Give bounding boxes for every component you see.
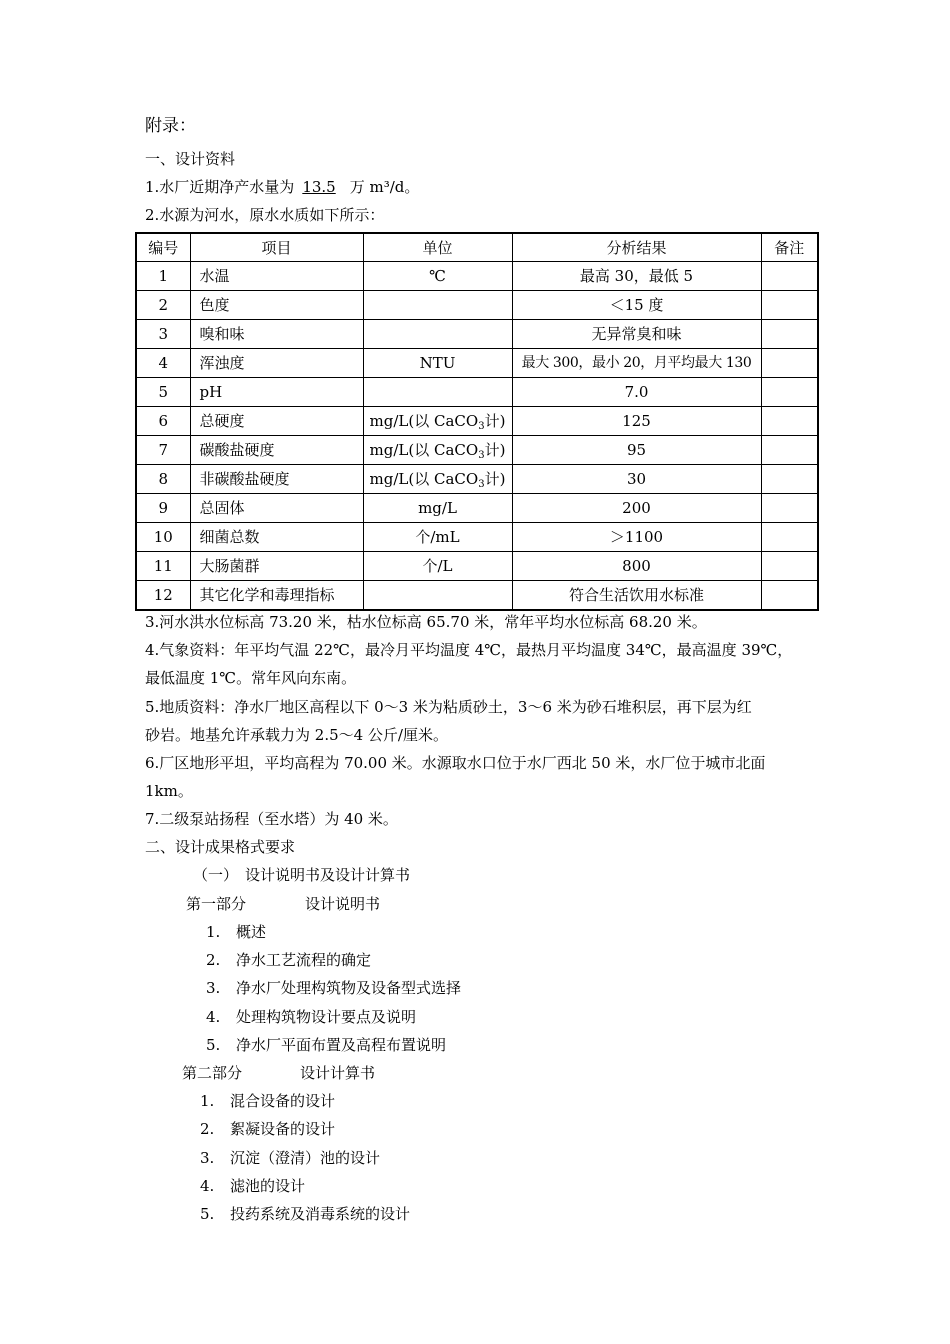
row-note (761, 494, 818, 523)
part2-item-no: 5. (200, 1205, 215, 1223)
row-no: 10 (136, 523, 190, 552)
table-row (136, 465, 818, 494)
part1-item-no: 1. (206, 923, 221, 941)
part1-item-no: 4. (206, 1008, 221, 1026)
row-no: 2 (136, 291, 190, 320)
row-note (761, 407, 818, 436)
item4-line1: 4.气象资料：年平均气温 22℃，最冷月平均温度 4℃，最热月平均温度 34℃，最高温度 39℃， (145, 641, 793, 659)
row-item: 细菌总数 (190, 523, 363, 552)
row-no: 9 (136, 494, 190, 523)
part1-item-text: 净水厂处理构筑物及设备型式选择 (236, 979, 462, 997)
row-result: 30 (512, 465, 761, 494)
header-result: 分析结果 (512, 233, 761, 262)
item6-line1: 6.厂区地形平坦，平均高程为 70.00 米。水源取水口位于水厂西北 50 米，水厂位于城市北面 (145, 754, 766, 772)
part2-title: 设计计算书 (300, 1064, 376, 1082)
table-row (136, 291, 818, 320)
part2-item-text: 混合设备的设计 (230, 1092, 336, 1110)
table-row (136, 320, 818, 349)
table-row (136, 262, 818, 291)
row-note (761, 436, 818, 465)
row-note (761, 523, 818, 552)
header-no: 编号 (136, 233, 190, 262)
part1-item-text: 净水工艺流程的确定 (236, 951, 372, 969)
row-unit (363, 291, 512, 320)
item5-line1: 5.地质资料：净水厂地区高程以下 0～3 米为粘质砂土，3～6 米为砂石堆积层，再下层为红 (145, 698, 752, 716)
item1-line (145, 178, 419, 196)
row-unit (363, 465, 512, 494)
item1-prefix: 1.水厂近期净产水量为 (145, 178, 295, 196)
table-header-row (136, 233, 818, 262)
row-note (761, 320, 818, 349)
row-result: ＜15 度 (512, 291, 761, 320)
appendix-heading: 附录： (145, 116, 196, 136)
water-quality-table (135, 232, 819, 611)
table-row (136, 436, 818, 465)
row-result: 7.0 (512, 378, 761, 407)
row-result: 95 (512, 436, 761, 465)
part2-item-text: 滤池的设计 (230, 1177, 306, 1195)
part1-label: 第一部分 (186, 895, 247, 913)
row-item: 水温 (190, 262, 363, 291)
row-unit (363, 378, 512, 407)
table-row (136, 494, 818, 523)
row-result: 最大 300，最小 20，月平均最大 130 (512, 349, 761, 378)
row-unit: ℃ (363, 262, 512, 291)
item3-line: 3.河水洪水位标高 73.20 米，枯水位标高 65.70 米，常年平均水位标高 68.20 米。 (145, 613, 707, 631)
row-note (761, 465, 818, 494)
row-no: 5 (136, 378, 190, 407)
row-note (761, 552, 818, 581)
part1-item-text: 概述 (236, 923, 267, 941)
row-item: 浑浊度 (190, 349, 363, 378)
table-row (136, 407, 818, 436)
part2-item-no: 4. (200, 1177, 215, 1195)
unit-subscript: 3 (478, 421, 485, 432)
part1-item-text: 净水厂平面布置及高程布置说明 (236, 1036, 447, 1054)
row-unit: mg/L (363, 494, 512, 523)
row-no: 12 (136, 581, 190, 611)
part1-item-no: 5. (206, 1036, 221, 1054)
unit-suffix: 计) (484, 412, 506, 430)
part1-title: 设计说明书 (305, 895, 381, 913)
row-item: 总固体 (190, 494, 363, 523)
unit-prefix: mg/L(以 CaCO (369, 412, 479, 430)
row-item: 碳酸盐硬度 (190, 436, 363, 465)
row-item: 大肠菌群 (190, 552, 363, 581)
row-result: 最高 30，最低 5 (512, 262, 761, 291)
item1-suffix: 万 m³/d。 (349, 178, 420, 196)
row-item: 色度 (190, 291, 363, 320)
row-no: 3 (136, 320, 190, 349)
part2-item-no: 2. (200, 1120, 215, 1138)
unit-prefix: mg/L(以 CaCO (369, 441, 479, 459)
row-no: 7 (136, 436, 190, 465)
unit-subscript: 3 (478, 450, 485, 461)
unit-suffix: 计) (484, 441, 506, 459)
row-unit (363, 320, 512, 349)
row-unit (363, 436, 512, 465)
row-item: pH (190, 378, 363, 407)
row-result: 125 (512, 407, 761, 436)
row-result: ＞1100 (512, 523, 761, 552)
row-item: 其它化学和毒理指标 (190, 581, 363, 611)
capacity-value: 13.5 (302, 178, 336, 196)
unit-subscript: 3 (478, 479, 485, 490)
part2-item-no: 3. (200, 1149, 215, 1167)
unit-suffix: 计) (484, 470, 506, 488)
row-unit: NTU (363, 349, 512, 378)
row-note (761, 291, 818, 320)
row-result: 符合生活饮用水标准 (512, 581, 761, 611)
table-row (136, 378, 818, 407)
row-note (761, 581, 818, 611)
part2-label: 第二部分 (182, 1064, 243, 1082)
row-item: 总硬度 (190, 407, 363, 436)
row-note (761, 262, 818, 291)
subsection1-title: 设计说明书及设计计算书 (245, 866, 411, 884)
header-note: 备注 (761, 233, 818, 262)
part2-item-no: 1. (200, 1092, 215, 1110)
part1-item-no: 2. (206, 951, 221, 969)
table-row (136, 552, 818, 581)
part2-item-text: 絮凝设备的设计 (230, 1120, 336, 1138)
item4-line2: 最低温度 1℃。常年风向东南。 (145, 669, 357, 687)
row-unit: 个/mL (363, 523, 512, 552)
row-note (761, 349, 818, 378)
item2-line: 2.水源为河水，原水水质如下所示： (145, 206, 385, 224)
unit-prefix: mg/L(以 CaCO (369, 470, 479, 488)
item7-line: 7.二级泵站扬程（至水塔）为 40 米。 (145, 810, 398, 828)
row-no: 11 (136, 552, 190, 581)
row-result: 200 (512, 494, 761, 523)
row-result: 800 (512, 552, 761, 581)
part2-item-text: 沉淀（澄清）池的设计 (230, 1149, 381, 1167)
table-row (136, 349, 818, 378)
section1-title: 一、设计资料 (145, 150, 236, 168)
section2-title: 二、设计成果格式要求 (145, 838, 296, 856)
row-no: 1 (136, 262, 190, 291)
row-no: 8 (136, 465, 190, 494)
header-unit: 单位 (363, 233, 512, 262)
row-unit (363, 407, 512, 436)
table-row (136, 581, 818, 611)
row-item: 嗅和味 (190, 320, 363, 349)
row-note (761, 378, 818, 407)
item5-line2: 砂岩。地基允许承载力为 2.5～4 公斤/厘米。 (145, 726, 448, 744)
row-result: 无异常臭和味 (512, 320, 761, 349)
part1-item-text: 处理构筑物设计要点及说明 (236, 1008, 417, 1026)
header-item: 项目 (190, 233, 363, 262)
row-item: 非碳酸盐硬度 (190, 465, 363, 494)
subsection1-no: （一） (193, 866, 239, 884)
table-row (136, 523, 818, 552)
item6-line2: 1km。 (145, 782, 193, 800)
row-no: 4 (136, 349, 190, 378)
row-no: 6 (136, 407, 190, 436)
row-unit (363, 581, 512, 611)
part2-item-text: 投药系统及消毒系统的设计 (230, 1205, 411, 1223)
row-unit: 个/L (363, 552, 512, 581)
part1-item-no: 3. (206, 979, 221, 997)
